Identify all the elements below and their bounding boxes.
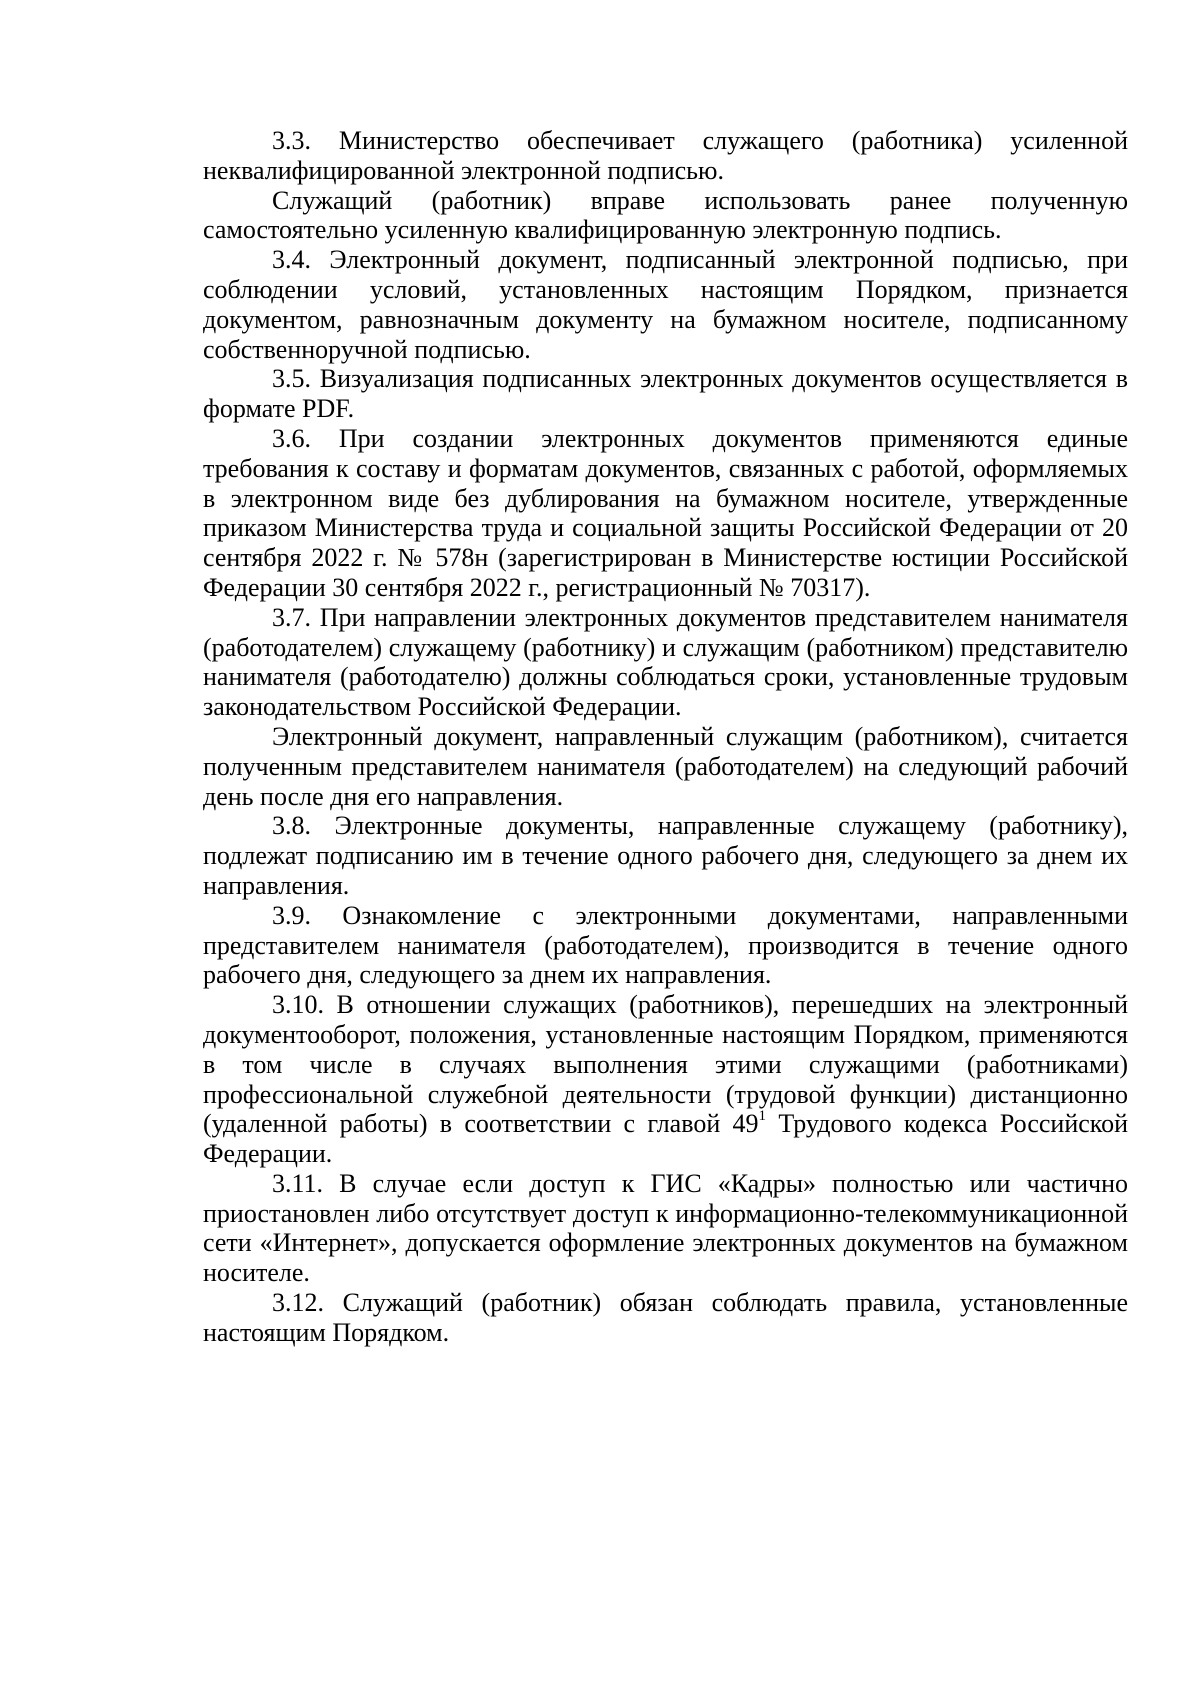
paragraph-3-3-continuation: Служащий (работник) вправе использовать ранее полученную самостоятельно усиленную квалифицированную электронную подпись. <box>203 185 1128 245</box>
paragraph-3-8: 3.8. Электронные документы, направленные служащему (работнику), подлежат подписанию им в течение одного рабочего дня, следующего за днем их направления. <box>203 811 1128 900</box>
paragraph-3-5: 3.5. Визуализация подписанных электронных документов осуществляется в формате PDF. <box>203 364 1128 424</box>
paragraph-3-10-text-before: 3.10. В отношении служащих (работников), перешедших на электронный документооборот, положения, установленные настоящим Порядком, применяются в том числе в случаях выполнения этими служащими (работниками) профессиональной служебной деятельности (трудовой функции) дистанционно (удаленной работы) в соответствии с главой 49 <box>203 990 1128 1139</box>
paragraph-3-10 <box>203 990 1128 1169</box>
chapter-superscript: 1 <box>758 1108 767 1125</box>
document-body <box>203 126 1128 1348</box>
paragraph-3-10-text-after: Трудового кодекса Российской Федерации. <box>203 1109 1128 1169</box>
paragraph-3-6: 3.6. При создании электронных документов применяются единые требования к составу и форматам документов, связанных с работой, оформляемых в электронном виде без дублирования на бумажном носителе, утвержденные приказом Министерства труда и социальной защиты Российской Федерации от 20 сентября 2022 г. № 578н (зарегистрирован в Министерстве юстиции Российской Федерации 30 сентября 2022 г., регистрационный № 70317). <box>203 423 1128 602</box>
paragraph-3-11: 3.11. В случае если доступ к ГИС «Кадры» полностью или частично приостановлен либо отсутствует доступ к информационно-телекоммуникационной сети «Интернет», допускается оформление электронных документов на бумажном носителе. <box>203 1168 1128 1288</box>
paragraph-3-9: 3.9. Ознакомление с электронными документами, направленными представителем нанимателя (работодателем), производится в течение одного рабочего дня, следующего за днем их направления. <box>203 900 1128 990</box>
paragraph-3-7: 3.7. При направлении электронных документов представителем нанимателя (работодателем) служащему (работнику) и служащим (работником) представителю нанимателя (работодателю) должны соблюдаться сроки, установленные трудовым законодательством Российской Федерации. <box>203 602 1128 722</box>
paragraph-3-4: 3.4. Электронный документ, подписанный электронной подписью, при соблюдении условий, установленных настоящим Порядком, признается документом, равнозначным документу на бумажном носителе, подписанному собственноручной подписью. <box>203 245 1128 364</box>
paragraph-3-7-continuation: Электронный документ, направленный служащим (работником), считается полученным представителем нанимателя (работодателем) на следующий рабочий день после дня его направления. <box>203 721 1128 811</box>
paragraph-3-12: 3.12. Служащий (работник) обязан соблюдать правила, установленные настоящим Порядком. <box>203 1288 1128 1347</box>
paragraph-3-3: 3.3. Министерство обеспечивает служащего (работника) усиленной неквалифицированной электронной подписью. <box>203 126 1128 185</box>
